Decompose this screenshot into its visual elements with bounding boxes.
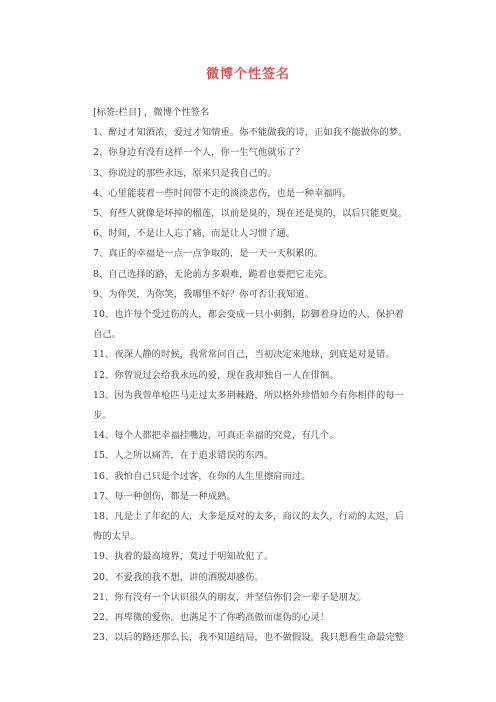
document-body	[93, 103, 411, 648]
list-item: 5、有些人就像是坏掉的榴莲，以前是臭的，现在还是臭的，以后只能更臭。	[93, 208, 408, 220]
list-item: 12、你曾说过会给我永远的爱，现在我却独自一人在徘徊。	[93, 369, 339, 381]
list-item: 15、人之所以痛苦，在于追求错误的东西。	[93, 450, 274, 462]
list-item: 4、心里能装着一些时间带不走的淡淡悲伤，也是一种幸福吗。	[93, 187, 352, 199]
list-item: 8、自己选择的路，无论前方多艰难，跪着也要把它走完。	[93, 268, 333, 280]
document-title: 微博个性签名	[205, 67, 290, 82]
list-item: 13、因为我曾单枪匹马走过太多荆棘路，所以格外珍惜如今有你相伴的每一步。	[93, 389, 405, 422]
list-item: 7、真正的幸福是一点一点争取的，是一天一天积累的。	[93, 248, 324, 260]
list-item: 3、你说过的那些永远，原来只是我自己的。	[93, 167, 277, 179]
tag-line: [标签:栏目] ，微博个性签名	[93, 107, 210, 118]
list-item: 2、你身边有没有这样一个人，你一生气他就乐了？	[93, 147, 305, 159]
list-item: 9、为你哭，为你笑，我哪里不好？你可否让我知道。	[93, 288, 314, 300]
list-item: 1、醉过才知酒浓，爱过才知情重。你不能做我的诗，正如我不能做你的梦。	[93, 127, 408, 139]
list-item: 19、执着的最高境界，莫过于明知故犯了。	[93, 551, 274, 563]
list-item: 23、以后的路还那么长，我不知道结局，也不做假设。我只想看生命最完整	[93, 632, 405, 644]
list-item: 10、也许每个受过伤的人，都会变成一只小刺猬，防御着身边的人，保护着自己。	[93, 309, 405, 341]
list-item: 22、再卑微的爱你。也满足不了你哟高傲而虚伪的心灵！	[93, 612, 330, 624]
list-item: 17、每一种创伤，都是一种成熟。	[93, 490, 236, 502]
list-item: 6、时间，不是让人忘了痛，而是让人习惯了通。	[93, 228, 296, 240]
list-item: 16、我怕自己只是个过客，在你的人生里擦肩而过。	[93, 470, 311, 482]
list-item: 11、夜深人静的时候，我常常问自己，当初决定来地球，到底是对是错。	[93, 349, 395, 361]
list-item: 18、凡是上了年纪的人，大多是反对的太多，商议的太久，行动的太迟，后悔的太早。	[93, 511, 405, 543]
list-item: 14、每个人都把幸福挂嘴边，可真正幸福的究竟，有几个。	[93, 430, 339, 442]
list-item: 21、你有没有一个认识很久的朋友，并坚信你们会一辈子是朋友。	[93, 591, 367, 603]
list-item: 20、不爱我的我不想，讲的洒脱却感伤。	[93, 571, 264, 583]
